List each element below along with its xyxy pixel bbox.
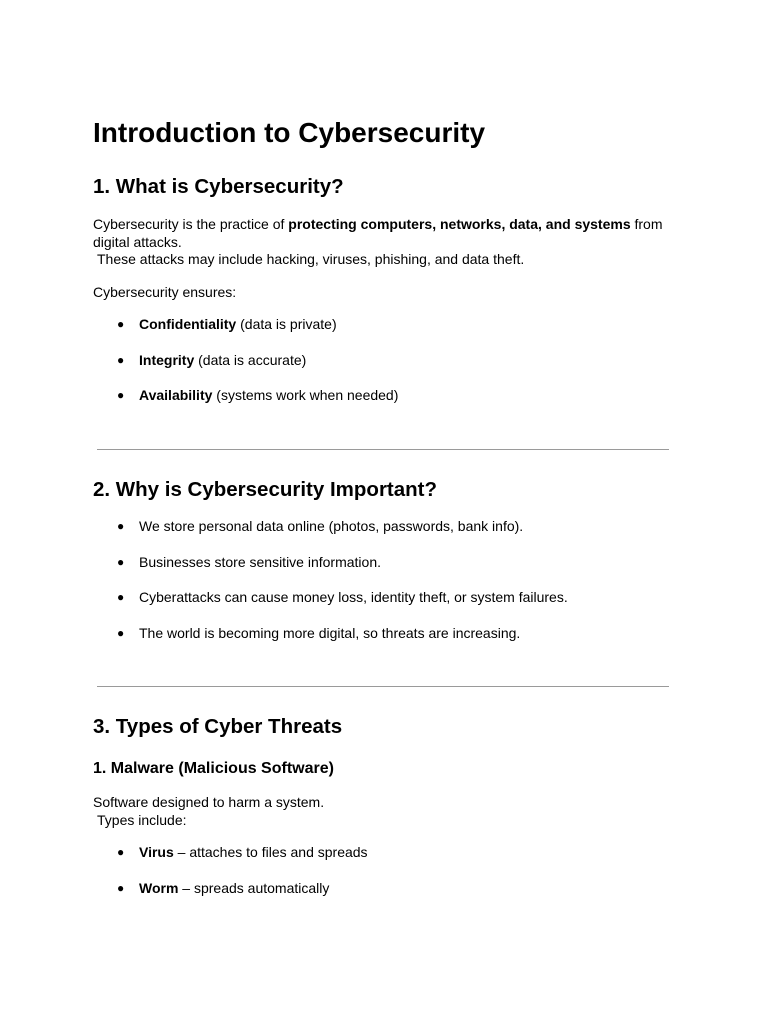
list-item: [93, 316, 398, 352]
ensures-label: Cybersecurity ensures:: [93, 284, 237, 300]
section-1-intro: [93, 216, 673, 269]
horizontal-divider: [97, 449, 669, 450]
list-item-bold: Availability: [139, 387, 213, 403]
list-item-bold: Confidentiality: [139, 316, 237, 332]
malware-line-1: Software designed to harm a system.: [93, 794, 325, 810]
bullet-icon: ●: [117, 317, 125, 331]
list-item-text: (data is private): [236, 316, 337, 332]
section-3-heading: 3. Types of Cyber Threats: [93, 715, 343, 738]
malware-description: [93, 794, 673, 829]
list-item: [93, 352, 398, 388]
list-item-text: (systems work when needed): [212, 387, 399, 403]
list-item-bold: Worm: [139, 879, 179, 896]
malware-subheading: 1. Malware (Malicious Software): [93, 760, 334, 777]
bullet-icon: ●: [117, 625, 125, 640]
section-2-bullet-list: [93, 518, 568, 660]
bullet-icon: ●: [117, 880, 125, 895]
list-item-text: Cyberattacks can cause money loss, identity theft, or system failures.: [139, 589, 568, 605]
list-item-text: – attaches to files and spreads: [173, 844, 368, 860]
list-item: [93, 554, 568, 590]
malware-line-2: Types include:: [97, 811, 187, 828]
list-item: [93, 844, 368, 880]
malware-bullet-list: [93, 844, 368, 915]
bullet-icon: ●: [117, 845, 125, 859]
bullet-icon: ●: [117, 388, 125, 402]
bullet-icon: ●: [117, 519, 125, 533]
list-item-text: (data is accurate): [194, 351, 307, 368]
bullet-icon: ●: [117, 590, 125, 604]
list-item: [93, 625, 568, 661]
intro-line-3: These attacks may include hacking, viruses, phishing, and data theft.: [97, 251, 525, 267]
intro-line-1-pre: Cybersecurity is the practice of: [93, 216, 289, 232]
list-item-bold: Virus: [139, 844, 174, 860]
intro-line-1: [93, 216, 673, 234]
intro-line-2: digital attacks.: [93, 233, 182, 250]
list-item-text: – spreads automatically: [178, 879, 330, 896]
list-item: [93, 880, 368, 916]
list-item-text: The world is becoming more digital, so threats are increasing.: [139, 624, 521, 641]
bullet-icon: ●: [117, 554, 125, 569]
list-item: [93, 518, 568, 554]
intro-line-1-bold: protecting computers, networks, data, and systems: [288, 216, 631, 232]
intro-line-1-post: from: [630, 216, 663, 232]
list-item-text: Businesses store sensitive information.: [139, 553, 381, 570]
horizontal-divider: [97, 686, 669, 687]
list-item-text: We store personal data online (photos, passwords, bank info).: [139, 518, 524, 534]
list-item: [93, 589, 568, 625]
bullet-icon: ●: [117, 352, 125, 367]
document-title: Introduction to Cybersecurity: [93, 117, 486, 148]
section-2-heading: 2. Why is Cybersecurity Important?: [93, 478, 438, 501]
section-1-bullet-list: [93, 316, 398, 423]
list-item-bold: Integrity: [139, 351, 195, 368]
list-item: [93, 387, 398, 423]
section-1-heading: 1. What is Cybersecurity?: [93, 175, 344, 198]
